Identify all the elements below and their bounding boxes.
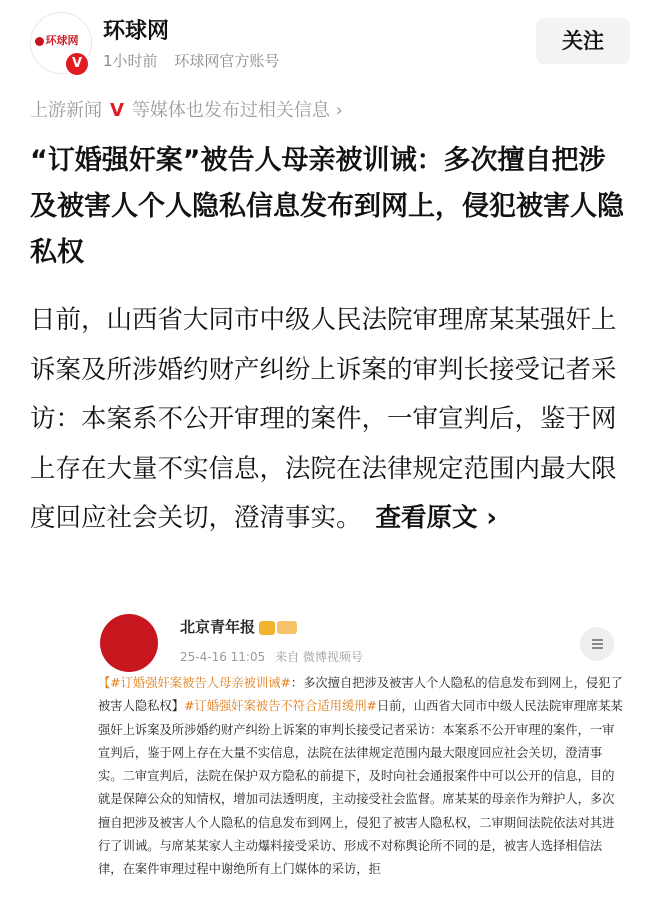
related-source-name: 上游新闻 xyxy=(30,100,102,121)
embedded-date: 25-4-16 11:05 xyxy=(180,650,266,664)
article-body xyxy=(30,296,635,544)
embedded-text-part: ：多次擅自把涉及被害人个人隐私的信息发布到网上，侵犯了被害人隐私权】 xyxy=(98,676,623,714)
post-header xyxy=(0,0,660,90)
more-menu-icon[interactable] xyxy=(580,627,614,661)
account-description: 环球网官方账号 xyxy=(174,52,280,70)
post-time: 1小时前 xyxy=(103,52,158,70)
embedded-source-name[interactable] xyxy=(180,616,297,637)
source-avatar[interactable] xyxy=(100,614,158,672)
account-name[interactable]: 环球网 xyxy=(103,19,170,44)
crown-icon xyxy=(259,621,275,635)
hashtag-link[interactable]: #订婚强奸案被告不符合适用缓刑# xyxy=(184,699,377,714)
related-source-text: 等媒体也发布过相关信息 xyxy=(131,100,330,121)
account-meta xyxy=(103,50,291,71)
verified-v-icon: V xyxy=(110,100,124,121)
hashtag-link[interactable]: 【#订婚强奸案被告人母亲被训诫# xyxy=(98,676,291,690)
embedded-from: 来自 微博视频号 xyxy=(275,650,363,664)
follow-button[interactable]: 关注 xyxy=(536,18,630,64)
verified-badge-icon: V xyxy=(64,51,90,77)
embedded-source-label: 北京青年报 xyxy=(180,618,256,636)
account-logo: 环球网 xyxy=(45,34,79,47)
related-sources-link[interactable] xyxy=(30,96,343,122)
level-badge-icon xyxy=(277,621,297,634)
embedded-weibo-post[interactable] xyxy=(90,605,630,901)
read-original-link[interactable]: 查看原文 › xyxy=(375,503,497,533)
article-body-text: 日前，山西省大同市中级人民法院审理席某某强奸上诉案及所涉婚约财产纠纷上诉案的审判长接受记者采访：本案系不公开审理的案件，一审宣判后，鉴于网上存在大量不实信息，法院在法律规定范围内最大限度回应社会关切，澄清事实。 xyxy=(30,305,617,533)
embedded-text-part: 日前，山西省大同市中级人民法院审理席某某强奸上诉案及所涉婚约财产纠纷上诉案的审判长接受记者采访：本案系不公开审理的案件，一审宣判后，鉴于网上存在大量不实信息，法院在法律规定范围内最大限度回应社会关切，澄清事实。二审宣判后，法院在保护双方隐私的前提下，及时向社会通报案件中可以公开的信息，目的就是保障公众的知情权，增加司法透明度，主动接受社会监督。席某某的母亲作为辩护人，多次擅自把涉及被害人个人隐私的信息发布到网上，侵犯了被害人隐私权，二审期间法院依法对其进行了训诫。与席某某家人主动爆料接受采访、形成不对称舆论所不同的是，被害人选择相信法律，在案件审理过程中谢绝所有上门媒体的采访，拒 xyxy=(98,699,623,877)
chevron-right-icon: › xyxy=(335,100,343,121)
embedded-meta xyxy=(180,648,369,665)
embedded-post-text xyxy=(98,672,624,882)
article-title: “订婚强奸案”被告人母亲被训诫：多次擅自把涉及被害人个人隐私信息发布到网上，侵犯被害人隐私权 xyxy=(30,145,624,268)
